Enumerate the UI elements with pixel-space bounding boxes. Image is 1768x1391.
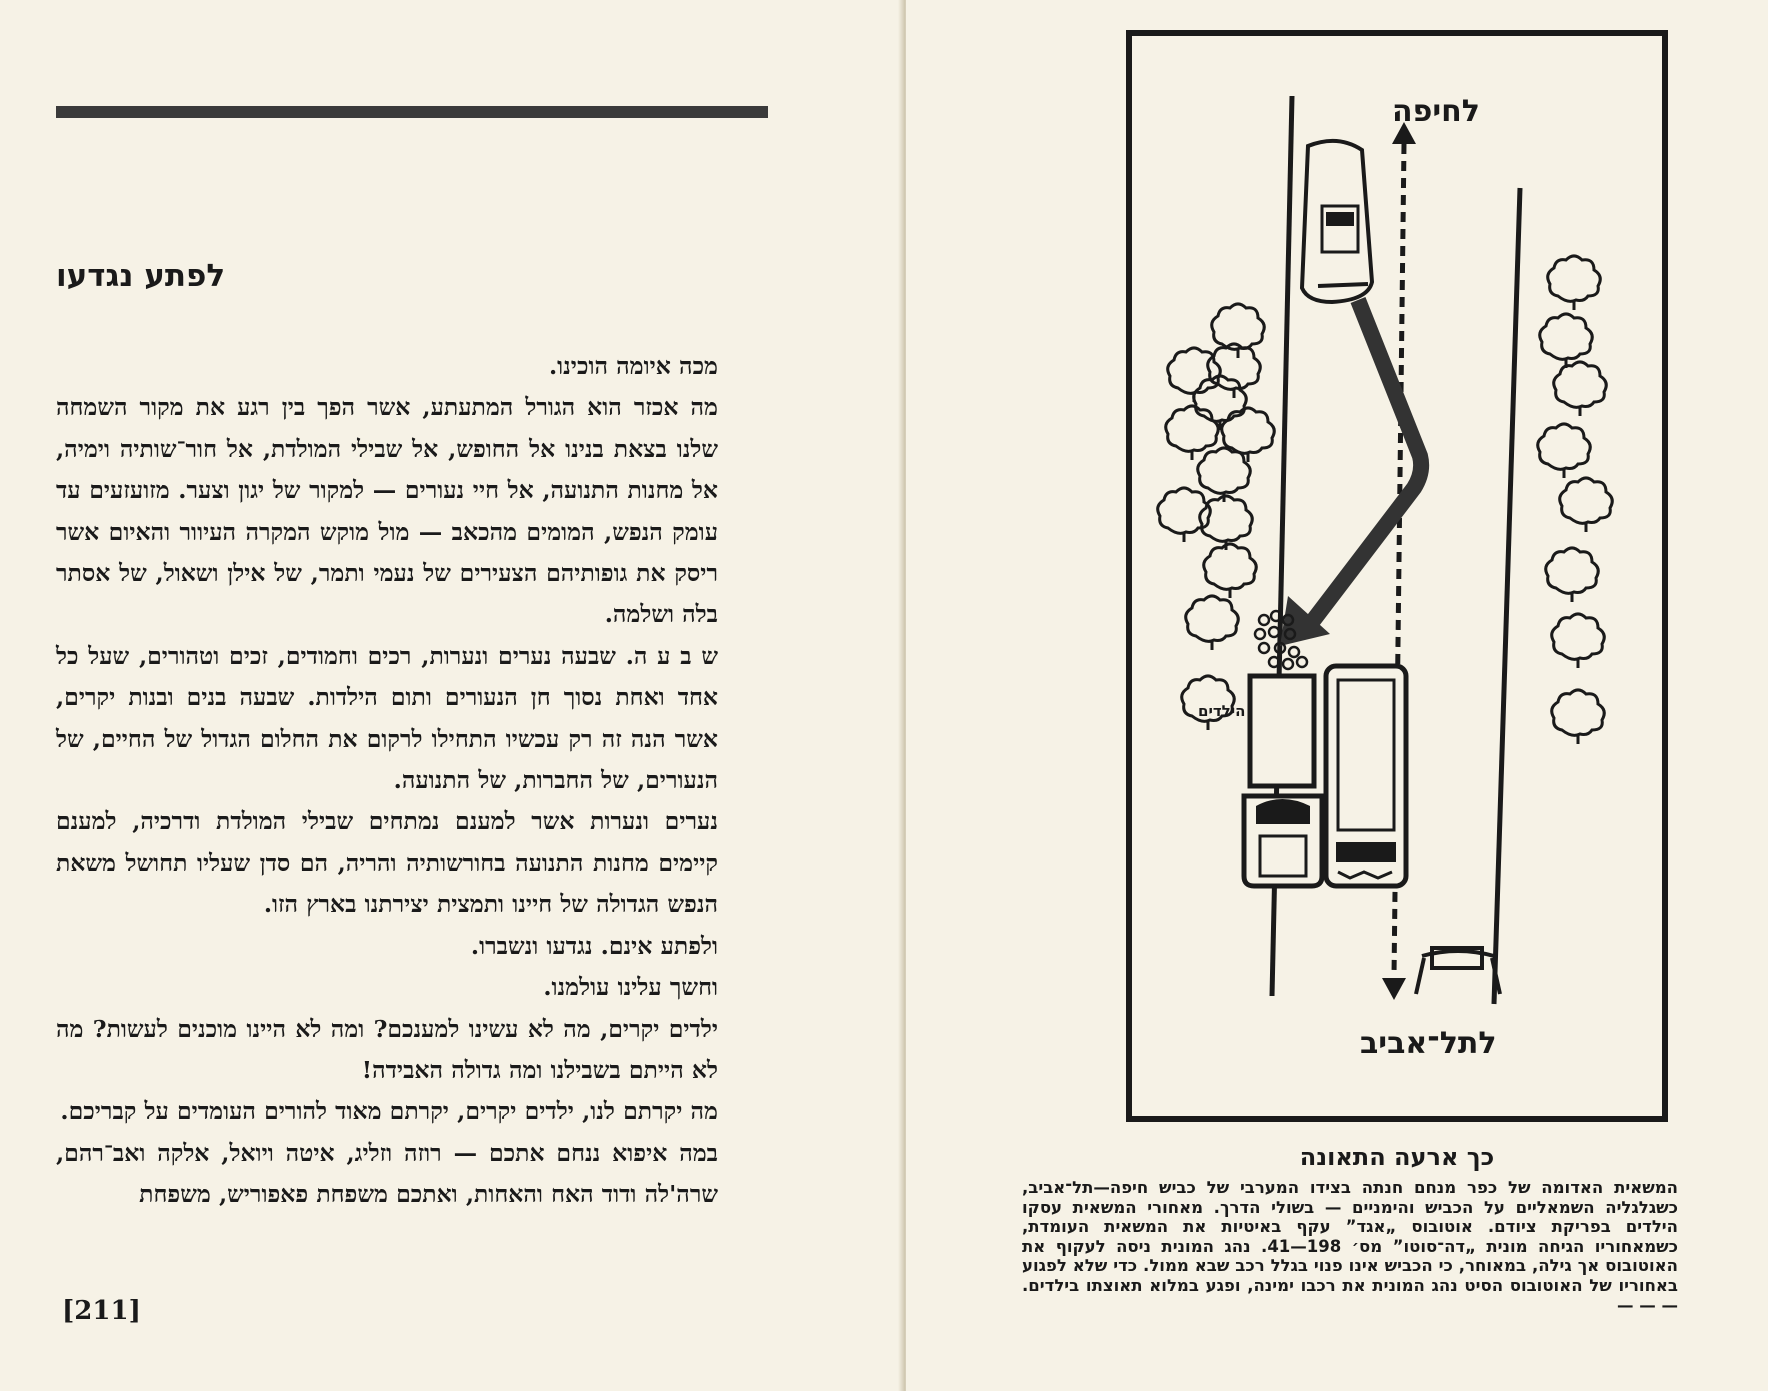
trees-east-side-icon <box>1538 256 1613 744</box>
taxi-car-icon <box>1302 141 1372 302</box>
paragraph: ולפתע אינם. נגדעו ונשברו. <box>470 931 718 960</box>
paragraph: מכה איומה הוכינו. <box>548 352 718 380</box>
accident-diagram-drawing <box>1132 36 1662 1116</box>
body-text <box>56 346 768 1216</box>
figure-caption-text: המשאית האדומה של כפר מנחם חנתה בצידו המערבי של כביש חיפה—תל־אביב, כשגלגליה השמאליים על הכביש והימניים — בשולי הדרך. מאחורי המשאית עסקו הילדים בפריקת ציודם. אוטובוס „אגד” עקף באיטיות את המשאית העומדת, כשמאחוריו הגיחה מונית „דה־סוטו” מס׳ 198—41. נהג המונית ניסה לעקוף את האוטובוס אך גילה, במאוחר, כי הכביש אינו פנוי בגלל רכב שבא ממול. כדי שלא לפגוע באחוריו של האוטובוס הסיט נהג המונית את רכבו ימינה, ופגע במלוא תאוצתו בילדים. — — — <box>1022 1178 1678 1315</box>
chapter-title: לפתע נגדעו <box>56 258 226 294</box>
paragraph: במה איפוא ננחם אתכם — רוזה וזליג, איטה ויואל, אלקה ואב־רהם, שרה'לה ודוד האח והאחות, ואתכם משפחת פאפוריש, משפחת <box>56 1138 718 1209</box>
paragraph: וחשך עלינו עולמנו. <box>543 973 718 1002</box>
header-rule <box>56 106 768 118</box>
accident-diagram <box>1126 30 1668 1122</box>
paragraph: נערים ונערות אשר למענם נמתחים שבילי המולדת ודרכיה, למענם קיימים מחנות התנועה בחורשותיה והריה, הם סדן שעליו תחושל משאת הנפש הגדולה של חיינו ותמצית יצירתנו בארץ הזו. <box>56 807 718 919</box>
taxi-path-arrow-icon <box>1312 300 1421 622</box>
paragraph: ש ב ע ה. שבעה נערים ונערות, רכים וחמודים, זכים וטהורים, שעל כל אחד ואחת נסוך חן הנעורים ותום הילדות. שבעה בנים ובנות יקרים, אשר הנה זה רק עכשיו התחילו לרקום את החלום הגדול של החיים, של הנעורים, של החברות, של התנועה. <box>56 641 718 795</box>
oncoming-vehicle-icon <box>1416 948 1500 994</box>
paragraph: מה יקרתם לנו, ילדים יקרים, יקרתם מאוד להורים העומדים על קבריכם. <box>60 1097 718 1126</box>
bus-icon <box>1326 666 1406 886</box>
paragraph: מה אכזר הוא הגורל המתעתע, אשר הפך בין רגע את מקור השמחה שלנו בצאת בנינו אל החופש, אל שבילי המולדת, אל חור־שותיה וימיה, אל מחנות התנועה, אל חיי נעורים — למקור של יגון וצער. מזועזעים עד עומק הנפש, המומים מהכאב — מול מוקש המקרה העיוור והאיום אשר ריסק את גופותיהם הצעירים של נעמי ותמר, של אילן ושאול, של אסתר בלה ושלמה. <box>56 393 718 629</box>
arrow-to-telaviv-icon <box>1382 978 1406 1000</box>
paragraph: ילדים יקרים, מה לא עשינו למענכם? ומה לא היינו מוכנים לעשות? מה לא הייתם בשבילנו ומה גדולה האבידה! <box>56 1014 718 1084</box>
figure-caption-title: כך ארעה התאונה <box>1299 1143 1495 1171</box>
truck-icon <box>1244 676 1322 886</box>
label-to-tel-aviv: לתל־אביב <box>1360 1026 1497 1061</box>
road-edge-right <box>1494 188 1520 1004</box>
trees-west-side-icon <box>1158 304 1275 730</box>
label-to-haifa: לחיפה <box>1392 94 1480 129</box>
page-number: [211] <box>62 1296 141 1326</box>
label-children: הילדים <box>1198 702 1246 720</box>
